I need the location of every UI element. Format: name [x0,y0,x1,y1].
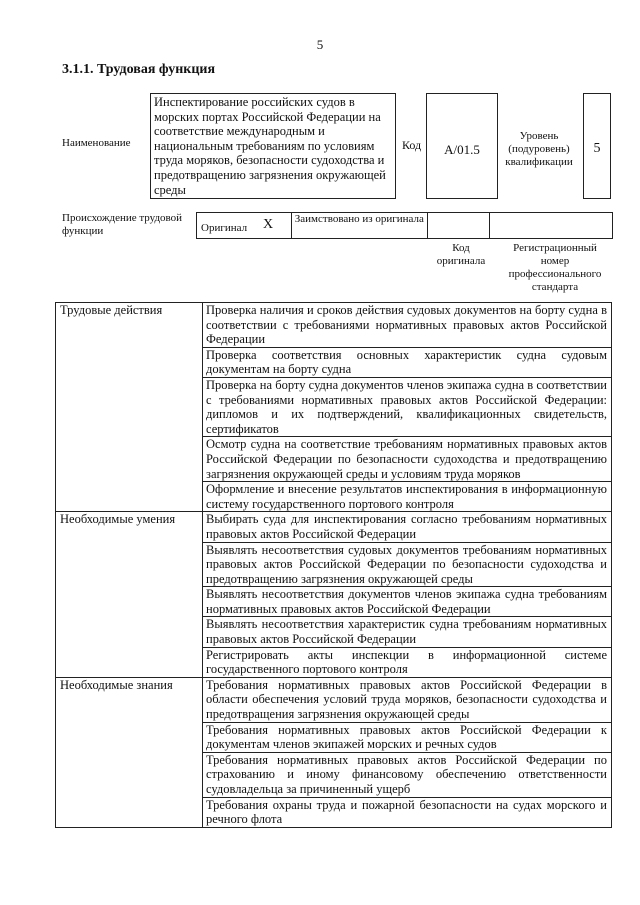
table-row [56,303,612,348]
description-cell: Проверка наличия и сроков действия судовых документов на борту судна в соответствии с требованиями нормативных правовых актов Российской Федерации [203,303,612,348]
qualification-level-value: 5 [583,93,611,199]
name-label: Наименование [62,137,131,149]
description-cell: Выявлять несоответствия характеристик судна требованиям нормативных правовых актов Российской Федерации [203,617,612,647]
description-cell: Требования охраны труда и пожарной безопасности на судах морского и речного флота [203,797,612,827]
original-mark: X [263,217,274,232]
original-cell [196,212,292,239]
qualification-level-label: Уровень (подуровень) квалификации [505,130,573,168]
function-details-table [55,302,612,828]
description-cell: Проверка на борту судна документов членов экипажа судна в соответствии с требованиями нормативных правовых актов Российской Федерации: дипломов и их подтверждений, квалификационных свидетельств, сертификатов [203,377,612,436]
description-cell: Проверка соответствия основных характеристик судна судовым документам на борту судна [203,347,612,377]
reg-number-cell [489,212,613,239]
code-label: Код [402,138,422,152]
code-value: A/01.5 [426,93,498,199]
description-cell: Осмотр судна на соответствие требованиям нормативных правовых актов Российской Федерации по безопасности судоходства и предотвращению загрязнения окружающей среды и условиям труда моряков [203,437,612,482]
code-caption: Код оригинала [436,242,486,267]
description-cell: Требования нормативных правовых актов Российской Федерации к документам членов экипажей морских и речных судов [203,722,612,752]
category-cell: Трудовые действия [56,303,203,512]
function-name: Инспектирование российских судов в морских портах Российской Федерации на соответствие международным и национальным требованиям по условиям труда моряков, безопасности судоходства и предотвращению загрязнения окружающей среды [150,93,396,199]
description-cell: Требования нормативных правовых актов Российской Федерации в области обеспечения условий труда моряков, безопасности судоходства и предотвращения загрязнения окружающей среды [203,677,612,722]
original-code-cell [427,212,490,239]
borrowed-cell: Заимствовано из оригинала [291,212,429,239]
description-cell: Требования нормативных правовых актов Российской Федерации по страхованию и иному финансовому обеспечению ответственности судовладельца за причиненный ущерб [203,752,612,797]
description-cell: Выявлять несоответствия судовых документов требованиям нормативных правовых актов Российской Федерации по безопасности судоходства и предотвращению загрязнения окружающей среды [203,542,612,587]
table-row [56,677,612,722]
section-heading: 3.1.1. Трудовая функция [62,62,216,77]
description-cell: Оформление и внесение результатов инспектирования в информационную систему государственного портового контроля [203,482,612,512]
category-cell: Необходимые умения [56,512,203,678]
page-number: 5 [316,37,324,52]
category-cell: Необходимые знания [56,677,203,827]
original-label: Оригинал [201,222,248,234]
origin-label: Происхождение трудовой функции [62,212,183,237]
origin-table [196,212,613,239]
table-row [56,512,612,542]
description-cell: Выбирать суда для инспектирования согласно требованиям нормативных правовых актов Российской Федерации [203,512,612,542]
reg-caption: Регистрационный номер профессионального стандарта [508,242,602,293]
description-cell: Регистрировать акты инспекции в информационной системе государственного портового контроля [203,647,612,677]
description-cell: Выявлять несоответствия документов членов экипажа судна требованиям нормативных правовых актов Российской Федерации [203,587,612,617]
